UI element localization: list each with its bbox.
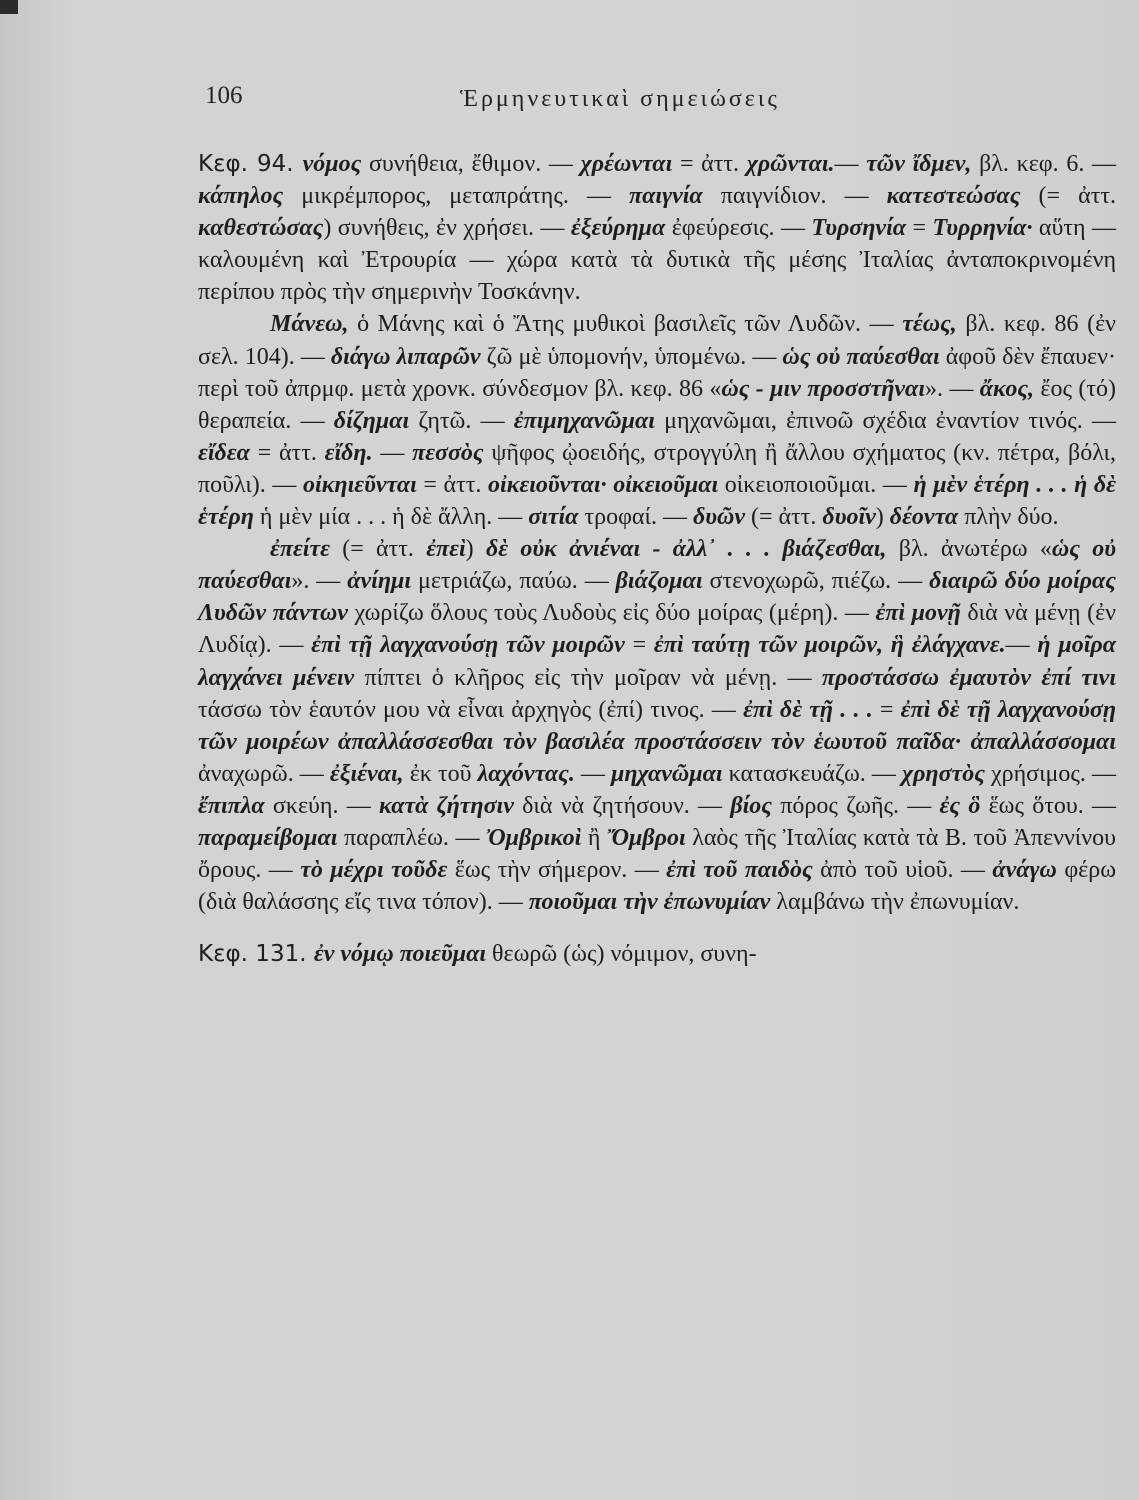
lemma: βιάζομαι <box>615 568 703 595</box>
lemma: Τυρρηνία· <box>932 215 1033 242</box>
lemma: δυῶν <box>692 504 746 531</box>
lemma: ἐς ὃ <box>939 792 981 819</box>
gloss-text: (= ἀττ. <box>1020 183 1116 210</box>
gloss-text: ) συνήθεις, ἐν χρήσει. — <box>323 215 571 242</box>
lemma: Μάνεω, <box>270 311 349 338</box>
lemma: οἰκηιεῦνται <box>303 471 417 498</box>
gloss-text: — <box>1005 632 1038 659</box>
lemma: χρῶνται. <box>746 151 835 177</box>
lemma: ἐν νόμῳ ποιεῦμαι <box>313 941 487 968</box>
lemma: ἡ μὲν ἑτέρη . . . ἡ δὲ ἑτέρη <box>198 471 1117 531</box>
paragraph-epeite <box>198 533 1116 918</box>
gloss-text: ἐκ τοῦ <box>403 760 478 787</box>
running-title: Ἑρμηνευτικαὶ σημειώσεις <box>460 86 780 112</box>
lemma: εἴδη. <box>324 439 373 466</box>
gloss-text: ἐφεύρεσις. — <box>665 215 812 242</box>
gloss-text: ἕως τὴν σήμερον. — <box>447 857 667 884</box>
gloss-text: θεωρῶ (ὡς) νόμιμον, συνη- <box>486 941 757 968</box>
gloss-text: ». — <box>925 375 980 402</box>
gloss-text: πόρος ζωῆς. — <box>771 792 940 819</box>
gloss-text: ἀναχωρῶ. — <box>198 760 330 787</box>
gloss-text: παραπλέω. — <box>337 824 486 851</box>
gloss-text: (= ἀττ. <box>745 504 823 531</box>
chapter-label: Κεφ. 94. <box>198 151 303 177</box>
gloss-text: (= ἀττ. <box>329 536 427 563</box>
lemma: ἔπιπλα <box>198 792 265 819</box>
gloss-text: ψῆφος ᾠοειδής, στρογγύλη ἢ ἄλλου σχήματος (κν. πέτρα, βόλι, ποῦλι). — <box>198 439 1117 498</box>
gloss-text: παιγνίδιον. — <box>702 183 887 210</box>
gloss-text: = <box>872 696 901 723</box>
gloss-text: = <box>624 632 654 659</box>
commentary-text <box>198 148 1116 970</box>
gloss-text: χωρίζω ὅλους τοὺς Λυδοὺς εἰς δύο μοίρας (μέρη). — <box>347 600 876 627</box>
lemma: ἄκος, <box>979 375 1035 402</box>
lemma: Τυρσηνία <box>811 215 907 242</box>
lemma: ὡς οὐ παύεσθαι <box>198 536 1117 595</box>
lemma: δὲ οὐκ ἀνιέναι - ἀλλ᾽ . . . βιάζεσθαι, <box>485 536 887 563</box>
lemma: ἡ μοῖρα λαγχάνει μένειν <box>198 632 1117 691</box>
gloss-text: χρήσιμος. — <box>984 760 1117 787</box>
gloss-text: οἰκειοποιοῦμαι. — <box>718 471 914 498</box>
lemma: οἰκειοῦνται· οἰκειοῦμαι <box>488 471 719 498</box>
gloss-text: διὰ νὰ ζητήσουν. — <box>513 792 731 819</box>
gloss-text: μετριάζω, παύω. — <box>411 568 616 595</box>
gloss-text: ζητῶ. — <box>409 407 514 434</box>
lemma: καθεστώσας <box>198 215 324 242</box>
lemma: δίζημαι <box>333 407 410 434</box>
gloss-text: — <box>372 439 413 466</box>
gloss-text: — <box>834 151 867 177</box>
gloss-text: μικρέμπορος, μεταπράτης. — <box>283 183 630 210</box>
lemma: τὸ μέχρι τοῦδε <box>300 857 448 884</box>
page-header <box>205 82 909 122</box>
lemma: τῶν ἴδμεν, <box>866 151 972 177</box>
paragraph-maneo <box>198 308 1116 533</box>
lemma: διαιρῶ δύο μοίρας Λυδῶν πάντων <box>198 568 1116 627</box>
gloss-text: ἢ <box>581 824 607 851</box>
gloss-text: ) <box>875 504 890 531</box>
lemma: ἀνίημι <box>347 568 412 595</box>
chapter-label: Κεφ. 131. <box>198 941 314 968</box>
lemma: ποιοῦμαι τὴν ἐπωνυμίαν <box>528 889 771 916</box>
gloss-text: πλὴν δύο. <box>958 504 1059 531</box>
lemma: προστάσσω ἐμαυτὸν ἐπί τινι <box>821 664 1116 691</box>
lemma: χρέωνται <box>580 151 673 177</box>
lemma: ἐπὶ μονῇ <box>875 600 961 627</box>
lemma: τέως, <box>902 311 957 338</box>
gloss-text: — <box>574 760 612 787</box>
gloss-text: ἀπὸ τοῦ υἱοῦ. — <box>812 857 993 884</box>
gloss-text: τροφαί. — <box>578 504 693 531</box>
lemma: Ὄμβροι <box>606 824 686 851</box>
lemma: ἐπὶ τῇ λαγχανούσῃ τῶν μοιρῶν <box>311 632 625 659</box>
lemma: ἀνάγω <box>992 857 1057 884</box>
gloss-text: λαὸς τῆς Ἰταλίας κατὰ τὰ Β. τοῦ Ἀπεννίνου ὄρους. — <box>198 824 1116 884</box>
gloss-text: ἀφοῦ δὲν ἔπαυεν· περὶ τοῦ ἀπρμφ. μετὰ χρονκ. σύνδεσμον βλ. κεφ. 86 « <box>198 343 1116 402</box>
lemma: κάπηλος <box>198 183 284 210</box>
gloss-text: ζῶ μὲ ὑπομονήν, ὑπομένω. — <box>480 343 783 370</box>
gloss-text: σκεύη. — <box>264 792 379 819</box>
lemma: ὡς οὐ παύεσθαι <box>782 343 940 370</box>
gloss-text: = <box>906 215 933 242</box>
lemma: διάγω λιπαρῶν <box>330 343 481 370</box>
gloss-text: ὁ Μάνης καὶ ὁ Ἄτης μυθικοὶ βασιλεῖς τῶν Λυδῶν. — <box>348 311 903 338</box>
lemma: ἐξιέναι, <box>329 760 404 787</box>
gloss-text: κατασκευάζω. — <box>722 760 902 787</box>
gloss-text: ) <box>465 536 486 563</box>
scan-corner-mark <box>0 0 18 14</box>
gloss-text: = ἀττ. <box>416 471 489 498</box>
lemma: κατεστεώσας <box>886 183 1021 210</box>
lemma: ἐπιμηχανῶμαι <box>513 407 655 434</box>
gloss-text: ἕως ὅτου. — <box>980 792 1116 819</box>
lemma: κατὰ ζήτησιν <box>378 792 514 819</box>
lemma: μηχανῶμαι <box>611 760 723 787</box>
lemma: ἐξεύρημα <box>570 215 666 242</box>
paragraph-chapter-94 <box>198 148 1116 308</box>
lemma: ἐπεὶ <box>426 536 466 563</box>
gloss-text: φέρω (διὰ θαλάσσης εἴς τινα τόπον). — <box>198 857 1117 916</box>
gloss-text: βλ. κεφ. 86 (ἐν σελ. 104). — <box>198 311 1116 370</box>
lemma: ἐπείτε <box>270 536 330 563</box>
gloss-text: = ἀττ. <box>249 439 325 466</box>
gloss-text: ἔος (τό) θεραπεία. — <box>198 375 1116 434</box>
gloss-text: βλ. ἀνωτέρω « <box>886 536 1052 563</box>
lemma: παιγνία <box>629 183 703 210</box>
lemma: ἐπὶ τοῦ παιδὸς <box>666 857 813 884</box>
lemma: παραμείβομαι <box>198 824 338 851</box>
gloss-text: = ἀττ. <box>672 151 747 177</box>
lemma: ἐπὶ δὲ τῇ λαγχανούσῃ τῶν μοιρέων ἀπαλλάσσεσθαι τὸν βασιλέα προστάσσειν τὸν ἑωυτοῦ παῖδα· ἀπαλλάσσομαι <box>198 696 1117 755</box>
lemma: ἐπὶ ταύτῃ τῶν μοιρῶν, ἣ ἐλάγχανε. <box>653 632 1006 659</box>
lemma: σιτία <box>528 504 579 531</box>
lemma: εἴδεα <box>198 439 250 466</box>
lemma: βίος <box>730 792 772 819</box>
gloss-text: ». — <box>291 568 348 595</box>
lemma: ὡς - μιν προσστῆναι <box>721 375 925 402</box>
gloss-text: διὰ νὰ μένῃ (ἐν Λυδίᾳ). — <box>198 600 1116 659</box>
lemma: πεσσὸς <box>412 439 484 466</box>
gloss-text: βλ. κεφ. 6. — <box>971 151 1117 177</box>
gloss-text: στενοχωρῶ, πιέζω. — <box>702 568 930 595</box>
paragraph-chapter-131 <box>198 938 1116 970</box>
lemma: λαχόντας. <box>477 760 575 787</box>
gloss-text: πίπτει ὁ κλῆρος εἰς τὴν μοῖραν νὰ μένῃ. — <box>354 664 822 691</box>
gloss-text: αὕτη — καλουμένη καὶ Ἐτρουρία — χώρα κατὰ τὰ δυτικὰ τῆς μέσης Ἰταλίας ἀνταποκρινομένη περίπου πρὸς τὴν σημερινὴν Τοσκάνην. <box>198 215 1116 306</box>
page-number: 106 <box>205 82 243 109</box>
gloss-text: τάσσω τὸν ἑαυτόν μου νὰ εἶναι ἀρχηγὸς (ἐπί) τινος. — <box>198 696 744 723</box>
lemma: χρηστὸς <box>901 760 985 787</box>
gloss-text: μηχανῶμαι, ἐπινοῶ σχέδια ἐναντίον τινός. — <box>654 407 1116 434</box>
gloss-text: συνήθεια, ἔθιμον. — <box>361 151 581 177</box>
lemma: νόμος <box>302 151 362 177</box>
gloss-text: ἡ μὲν μία . . . ἡ δὲ ἄλλη. — <box>253 504 529 531</box>
lemma: ἐπὶ δὲ τῇ . . . <box>743 696 873 723</box>
lemma: δέοντα <box>889 504 959 531</box>
lemma: δυοῖν <box>822 504 876 531</box>
lemma: Ὀμβρικοὶ <box>486 824 582 851</box>
gloss-text: λαμβάνω τὴν ἐπωνυμίαν. <box>770 889 1020 916</box>
